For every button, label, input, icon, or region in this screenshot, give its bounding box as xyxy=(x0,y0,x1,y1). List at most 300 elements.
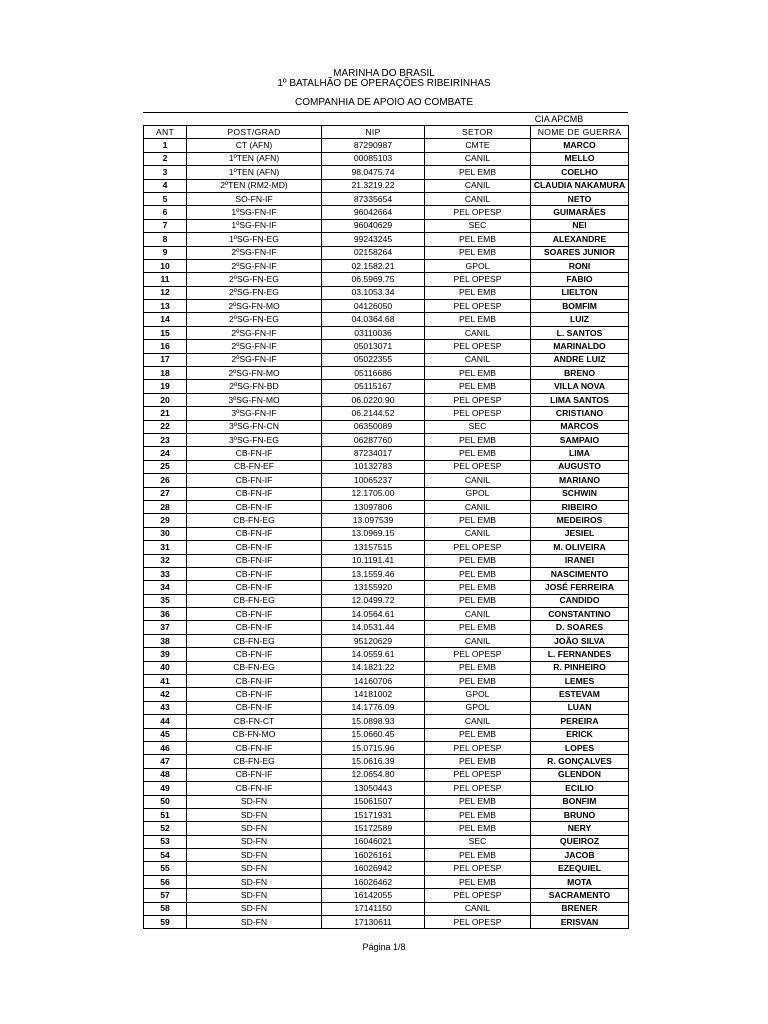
row-ant: 39 xyxy=(144,648,187,661)
roster-table xyxy=(143,125,629,929)
row-nip: 96042664 xyxy=(322,206,425,219)
row-setor: PEL OPESP xyxy=(425,916,531,929)
row-setor: PEL EMB xyxy=(425,514,531,527)
row-post-grad: SD-FN xyxy=(187,822,322,835)
row-nip: 87335654 xyxy=(322,192,425,205)
row-nip: 13.097539 xyxy=(322,514,425,527)
row-post-grad: CB-FN-IF xyxy=(187,648,322,661)
row-nip: 15061507 xyxy=(322,795,425,808)
row-ant: 57 xyxy=(144,889,187,902)
row-ant: 47 xyxy=(144,755,187,768)
row-post-grad: SO-FN-IF xyxy=(187,192,322,205)
table-row xyxy=(144,313,629,326)
row-nome: MARCOS xyxy=(531,420,629,433)
row-post-grad: CB-FN-IF xyxy=(187,768,322,781)
col-nip: NIP xyxy=(322,126,425,139)
row-post-grad: SD-FN xyxy=(187,889,322,902)
row-nip: 14.1776.09 xyxy=(322,701,425,714)
table-header-row xyxy=(144,126,629,139)
row-ant: 54 xyxy=(144,849,187,862)
row-ant: 7 xyxy=(144,219,187,232)
row-setor: PEL OPESP xyxy=(425,460,531,473)
table-row xyxy=(144,862,629,875)
table-row xyxy=(144,795,629,808)
row-nome: LEMES xyxy=(531,675,629,688)
table-row xyxy=(144,768,629,781)
row-nip: 06.2144.52 xyxy=(322,407,425,420)
row-nip: 13.1559.46 xyxy=(322,567,425,580)
table-row xyxy=(144,407,629,420)
row-post-grad: SD-FN xyxy=(187,795,322,808)
row-post-grad: CB-FN-IF xyxy=(187,701,322,714)
row-setor: PEL OPESP xyxy=(425,782,531,795)
row-nip: 12.0499.72 xyxy=(322,594,425,607)
row-nip: 02158264 xyxy=(322,246,425,259)
table-row xyxy=(144,420,629,433)
row-setor: PEL EMB xyxy=(425,675,531,688)
table-row xyxy=(144,594,629,607)
row-setor: CANIL xyxy=(425,500,531,513)
row-ant: 32 xyxy=(144,554,187,567)
row-post-grad: CB-FN-IF xyxy=(187,741,322,754)
table-row xyxy=(144,487,629,500)
row-post-grad: 2ºSG-FN-IF xyxy=(187,353,322,366)
header-rule xyxy=(143,112,628,113)
row-nip: 13.0969.15 xyxy=(322,527,425,540)
table-row xyxy=(144,340,629,353)
row-nip: 13097806 xyxy=(322,500,425,513)
row-nip: 10132783 xyxy=(322,460,425,473)
row-ant: 6 xyxy=(144,206,187,219)
row-nome: IRANEI xyxy=(531,554,629,567)
table-row xyxy=(144,219,629,232)
row-post-grad: SD-FN xyxy=(187,808,322,821)
row-post-grad: 2ºSG-FN-EG xyxy=(187,286,322,299)
row-setor: CANIL xyxy=(425,608,531,621)
table-row xyxy=(144,648,629,661)
row-ant: 42 xyxy=(144,688,187,701)
row-nip: 14.0564.61 xyxy=(322,608,425,621)
row-post-grad: CB-FN-IF xyxy=(187,675,322,688)
table-row xyxy=(144,152,629,165)
row-setor: PEL EMB xyxy=(425,728,531,741)
row-nome: SACRAMENTO xyxy=(531,889,629,902)
row-nip: 05116686 xyxy=(322,367,425,380)
row-nip: 14160706 xyxy=(322,675,425,688)
row-setor: PEL EMB xyxy=(425,755,531,768)
row-nome: BOMFIM xyxy=(531,300,629,313)
row-nome: RONI xyxy=(531,259,629,272)
row-nome: R. PINHEIRO xyxy=(531,661,629,674)
row-nome: SCHWIN xyxy=(531,487,629,500)
table-row xyxy=(144,822,629,835)
row-post-grad: CB-FN-IF xyxy=(187,621,322,634)
table-row xyxy=(144,755,629,768)
row-ant: 36 xyxy=(144,608,187,621)
row-ant: 9 xyxy=(144,246,187,259)
row-setor: PEL EMB xyxy=(425,581,531,594)
row-setor: PEL OPESP xyxy=(425,648,531,661)
row-nip: 14181002 xyxy=(322,688,425,701)
row-post-grad: CB-FN-IF xyxy=(187,500,322,513)
table-row xyxy=(144,541,629,554)
row-nip: 15171931 xyxy=(322,808,425,821)
row-setor: PEL EMB xyxy=(425,246,531,259)
row-ant: 16 xyxy=(144,340,187,353)
row-nip: 10065237 xyxy=(322,474,425,487)
row-setor: GPOL xyxy=(425,701,531,714)
row-nome: L. SANTOS xyxy=(531,326,629,339)
row-setor: PEL EMB xyxy=(425,567,531,580)
row-ant: 51 xyxy=(144,808,187,821)
row-nome: LIMA SANTOS xyxy=(531,393,629,406)
row-ant: 25 xyxy=(144,460,187,473)
row-ant: 46 xyxy=(144,741,187,754)
row-setor: PEL OPESP xyxy=(425,768,531,781)
row-nome: NERY xyxy=(531,822,629,835)
row-post-grad: CB-FN-EG xyxy=(187,514,322,527)
row-post-grad: CB-FN-IF xyxy=(187,581,322,594)
row-nip: 16026161 xyxy=(322,849,425,862)
battalion-name: 1º BATALHÃO DE OPERAÇÕES RIBEIRINHAS xyxy=(277,78,491,89)
table-row xyxy=(144,701,629,714)
row-post-grad: 2ºTEN (RM2-MD) xyxy=(187,179,322,192)
row-post-grad: CB-FN-IF xyxy=(187,567,322,580)
table-row xyxy=(144,514,629,527)
row-nome: RIBEIRO xyxy=(531,500,629,513)
row-nome: NASCIMENTO xyxy=(531,567,629,580)
row-nip: 13157515 xyxy=(322,541,425,554)
row-nome: JOSÉ FERREIRA xyxy=(531,581,629,594)
row-post-grad: 2ºSG-FN-EG xyxy=(187,273,322,286)
row-setor: CANIL xyxy=(425,634,531,647)
table-row xyxy=(144,273,629,286)
table-row xyxy=(144,433,629,446)
row-post-grad: 1ºSG-FN-IF xyxy=(187,219,322,232)
row-nip: 04.0364.68 xyxy=(322,313,425,326)
row-ant: 33 xyxy=(144,567,187,580)
row-nip: 15.0898.93 xyxy=(322,715,425,728)
row-ant: 45 xyxy=(144,728,187,741)
row-post-grad: 2ºSG-FN-EG xyxy=(187,313,322,326)
row-nome: BRENER xyxy=(531,902,629,915)
row-setor: PEL EMB xyxy=(425,447,531,460)
row-setor: CANIL xyxy=(425,353,531,366)
row-ant: 18 xyxy=(144,367,187,380)
row-nome: CONSTANTINO xyxy=(531,608,629,621)
row-post-grad: SD-FN xyxy=(187,835,322,848)
row-nome: L. FERNANDES xyxy=(531,648,629,661)
row-ant: 55 xyxy=(144,862,187,875)
row-nome: LIELTON xyxy=(531,286,629,299)
row-nome: MEDEIROS xyxy=(531,514,629,527)
row-post-grad: 2ºSG-FN-IF xyxy=(187,259,322,272)
row-ant: 20 xyxy=(144,393,187,406)
unit-label: CIA APCMB xyxy=(534,114,584,124)
row-setor: PEL OPESP xyxy=(425,206,531,219)
row-setor: PEL EMB xyxy=(425,433,531,446)
row-nip: 03.1053.34 xyxy=(322,286,425,299)
table-row xyxy=(144,192,629,205)
row-nip: 87234017 xyxy=(322,447,425,460)
row-setor: PEL OPESP xyxy=(425,393,531,406)
row-post-grad: CB-FN-MO xyxy=(187,728,322,741)
row-nome: BRUNO xyxy=(531,808,629,821)
company-name: COMPANHIA DE APOIO AO COMBATE xyxy=(295,97,473,108)
row-setor: PEL EMB xyxy=(425,849,531,862)
col-post-grad: POST/GRAD xyxy=(187,126,322,139)
row-nome: VILLA NOVA xyxy=(531,380,629,393)
row-nome: MARIANO xyxy=(531,474,629,487)
row-setor: PEL EMB xyxy=(425,822,531,835)
table-row xyxy=(144,728,629,741)
row-post-grad: CB-FN-EG xyxy=(187,634,322,647)
row-post-grad: 1ºSG-FN-IF xyxy=(187,206,322,219)
table-row xyxy=(144,554,629,567)
table-row xyxy=(144,741,629,754)
row-ant: 37 xyxy=(144,621,187,634)
row-post-grad: CB-FN-IF xyxy=(187,527,322,540)
row-setor: GPOL xyxy=(425,688,531,701)
row-setor: PEL EMB xyxy=(425,808,531,821)
table-row xyxy=(144,608,629,621)
row-setor: PEL EMB xyxy=(425,367,531,380)
row-ant: 43 xyxy=(144,701,187,714)
table-row xyxy=(144,889,629,902)
row-post-grad: 3ºSG-FN-IF xyxy=(187,407,322,420)
table-row xyxy=(144,353,629,366)
row-nome: NETO xyxy=(531,192,629,205)
row-nip: 15.0715.96 xyxy=(322,741,425,754)
row-nip: 14.0559.61 xyxy=(322,648,425,661)
row-setor: CANIL xyxy=(425,902,531,915)
row-nip: 15.0660.45 xyxy=(322,728,425,741)
row-ant: 27 xyxy=(144,487,187,500)
row-setor: PEL EMB xyxy=(425,795,531,808)
row-post-grad: SD-FN xyxy=(187,862,322,875)
row-nome: MELLO xyxy=(531,152,629,165)
row-setor: PEL OPESP xyxy=(425,340,531,353)
row-setor: PEL EMB xyxy=(425,594,531,607)
table-row xyxy=(144,474,629,487)
row-nome: D. SOARES xyxy=(531,621,629,634)
row-ant: 40 xyxy=(144,661,187,674)
row-ant: 48 xyxy=(144,768,187,781)
row-nip: 16142055 xyxy=(322,889,425,902)
table-row xyxy=(144,808,629,821)
row-nome: CRISTIANO xyxy=(531,407,629,420)
org-name: MARINHA DO BRASIL xyxy=(333,68,435,79)
row-nip: 96040629 xyxy=(322,219,425,232)
row-setor: PEL OPESP xyxy=(425,300,531,313)
table-row xyxy=(144,661,629,674)
table-row xyxy=(144,849,629,862)
row-post-grad: 2ºSG-FN-BD xyxy=(187,380,322,393)
row-nome: LUAN xyxy=(531,701,629,714)
row-nip: 17130611 xyxy=(322,916,425,929)
table-row xyxy=(144,259,629,272)
row-ant: 3 xyxy=(144,166,187,179)
row-ant: 12 xyxy=(144,286,187,299)
table-row xyxy=(144,447,629,460)
table-row xyxy=(144,875,629,888)
row-post-grad: CB-FN-IF xyxy=(187,554,322,567)
row-nip: 05022355 xyxy=(322,353,425,366)
row-nome: LUIZ xyxy=(531,313,629,326)
row-ant: 15 xyxy=(144,326,187,339)
row-post-grad: CB-FN-EF xyxy=(187,460,322,473)
row-setor: PEL OPESP xyxy=(425,862,531,875)
table-row xyxy=(144,688,629,701)
row-post-grad: 1ºTEN (AFN) xyxy=(187,152,322,165)
row-nip: 15.0616.39 xyxy=(322,755,425,768)
row-nome: JACOB xyxy=(531,849,629,862)
table-row xyxy=(144,300,629,313)
row-ant: 28 xyxy=(144,500,187,513)
row-setor: PEL EMB xyxy=(425,286,531,299)
row-nome: QUEIROZ xyxy=(531,835,629,848)
row-nip: 14.0531.44 xyxy=(322,621,425,634)
row-nome: SAMPAIO xyxy=(531,433,629,446)
row-setor: PEL OPESP xyxy=(425,741,531,754)
row-post-grad: CB-FN-IF xyxy=(187,474,322,487)
row-nip: 16026462 xyxy=(322,875,425,888)
row-nome: MARCO xyxy=(531,139,629,152)
row-post-grad: 3ºSG-FN-MO xyxy=(187,393,322,406)
row-nip: 05013071 xyxy=(322,340,425,353)
row-post-grad: CB-FN-IF xyxy=(187,688,322,701)
row-nip: 12.0654.80 xyxy=(322,768,425,781)
row-nome: CLAUDIA NAKAMURA xyxy=(531,179,629,192)
row-ant: 22 xyxy=(144,420,187,433)
row-nome: JESIEL xyxy=(531,527,629,540)
table-row xyxy=(144,835,629,848)
table-row xyxy=(144,233,629,246)
row-post-grad: CB-FN-EG xyxy=(187,661,322,674)
table-row xyxy=(144,675,629,688)
table-row xyxy=(144,460,629,473)
row-nome: R. GONÇALVES xyxy=(531,755,629,768)
row-post-grad: CB-FN-CT xyxy=(187,715,322,728)
row-nip: 12.1705.00 xyxy=(322,487,425,500)
row-setor: CANIL xyxy=(425,474,531,487)
page-number: Página 1/8 xyxy=(362,942,406,952)
row-nip: 05115167 xyxy=(322,380,425,393)
table-row xyxy=(144,715,629,728)
row-ant: 38 xyxy=(144,634,187,647)
row-post-grad: SD-FN xyxy=(187,875,322,888)
row-post-grad: CB-FN-IF xyxy=(187,608,322,621)
table-row xyxy=(144,206,629,219)
row-ant: 10 xyxy=(144,259,187,272)
row-post-grad: SD-FN xyxy=(187,849,322,862)
table-row xyxy=(144,246,629,259)
table-row xyxy=(144,326,629,339)
row-ant: 5 xyxy=(144,192,187,205)
row-setor: PEL EMB xyxy=(425,233,531,246)
row-setor: CANIL xyxy=(425,527,531,540)
row-post-grad: 1ºTEN (AFN) xyxy=(187,166,322,179)
row-setor: PEL EMB xyxy=(425,554,531,567)
row-ant: 26 xyxy=(144,474,187,487)
row-ant: 8 xyxy=(144,233,187,246)
table-row xyxy=(144,166,629,179)
row-nome: PEREIRA xyxy=(531,715,629,728)
row-setor: PEL OPESP xyxy=(425,407,531,420)
row-nip: 98.0475.74 xyxy=(322,166,425,179)
col-nome-de-guerra: NOME DE GUERRA xyxy=(531,126,629,139)
roster-body xyxy=(144,139,629,929)
row-nip: 10.1191.41 xyxy=(322,554,425,567)
row-post-grad: 3ºSG-FN-EG xyxy=(187,433,322,446)
row-ant: 4 xyxy=(144,179,187,192)
row-post-grad: SD-FN xyxy=(187,916,322,929)
row-nip: 02.1582.21 xyxy=(322,259,425,272)
row-ant: 41 xyxy=(144,675,187,688)
row-nip: 15172589 xyxy=(322,822,425,835)
row-post-grad: 2ºSG-FN-IF xyxy=(187,340,322,353)
row-ant: 2 xyxy=(144,152,187,165)
table-row xyxy=(144,527,629,540)
table-row xyxy=(144,581,629,594)
row-ant: 35 xyxy=(144,594,187,607)
col-setor: SETOR xyxy=(425,126,531,139)
row-nip: 87290987 xyxy=(322,139,425,152)
row-nome: EZEQUIEL xyxy=(531,862,629,875)
row-ant: 17 xyxy=(144,353,187,366)
row-nip: 21.3219.22 xyxy=(322,179,425,192)
row-nome: M. OLIVEIRA xyxy=(531,541,629,554)
row-post-grad: CB-FN-IF xyxy=(187,782,322,795)
row-nome: ALEXANDRE xyxy=(531,233,629,246)
row-setor: CANIL xyxy=(425,715,531,728)
row-nome: MARINALDO xyxy=(531,340,629,353)
row-nip: 17141150 xyxy=(322,902,425,915)
row-post-grad: 2ºSG-FN-IF xyxy=(187,246,322,259)
row-post-grad: CB-FN-EG xyxy=(187,594,322,607)
row-nome: ECILIO xyxy=(531,782,629,795)
row-setor: PEL EMB xyxy=(425,621,531,634)
row-setor: PEL EMB xyxy=(425,313,531,326)
row-ant: 52 xyxy=(144,822,187,835)
col-ant: ANT xyxy=(144,126,187,139)
row-post-grad: CT (AFN) xyxy=(187,139,322,152)
row-nome: FABIO xyxy=(531,273,629,286)
row-nip: 14.1821.22 xyxy=(322,661,425,674)
row-setor: CANIL xyxy=(425,192,531,205)
row-ant: 49 xyxy=(144,782,187,795)
row-nip: 04126050 xyxy=(322,300,425,313)
table-row xyxy=(144,393,629,406)
row-setor: CMTE xyxy=(425,139,531,152)
row-nip: 95120629 xyxy=(322,634,425,647)
row-nome: JOÃO SILVA xyxy=(531,634,629,647)
row-nip: 16046021 xyxy=(322,835,425,848)
row-nome: ERISVAN xyxy=(531,916,629,929)
row-ant: 50 xyxy=(144,795,187,808)
row-setor: PEL EMB xyxy=(425,661,531,674)
row-post-grad: 2ºSG-FN-IF xyxy=(187,326,322,339)
row-ant: 13 xyxy=(144,300,187,313)
row-ant: 53 xyxy=(144,835,187,848)
table-row xyxy=(144,782,629,795)
row-ant: 29 xyxy=(144,514,187,527)
row-ant: 11 xyxy=(144,273,187,286)
row-nip: 06.5969.75 xyxy=(322,273,425,286)
row-nome: GUIMARÃES xyxy=(531,206,629,219)
row-nome: CANDIDO xyxy=(531,594,629,607)
row-nome: ESTEVAM xyxy=(531,688,629,701)
